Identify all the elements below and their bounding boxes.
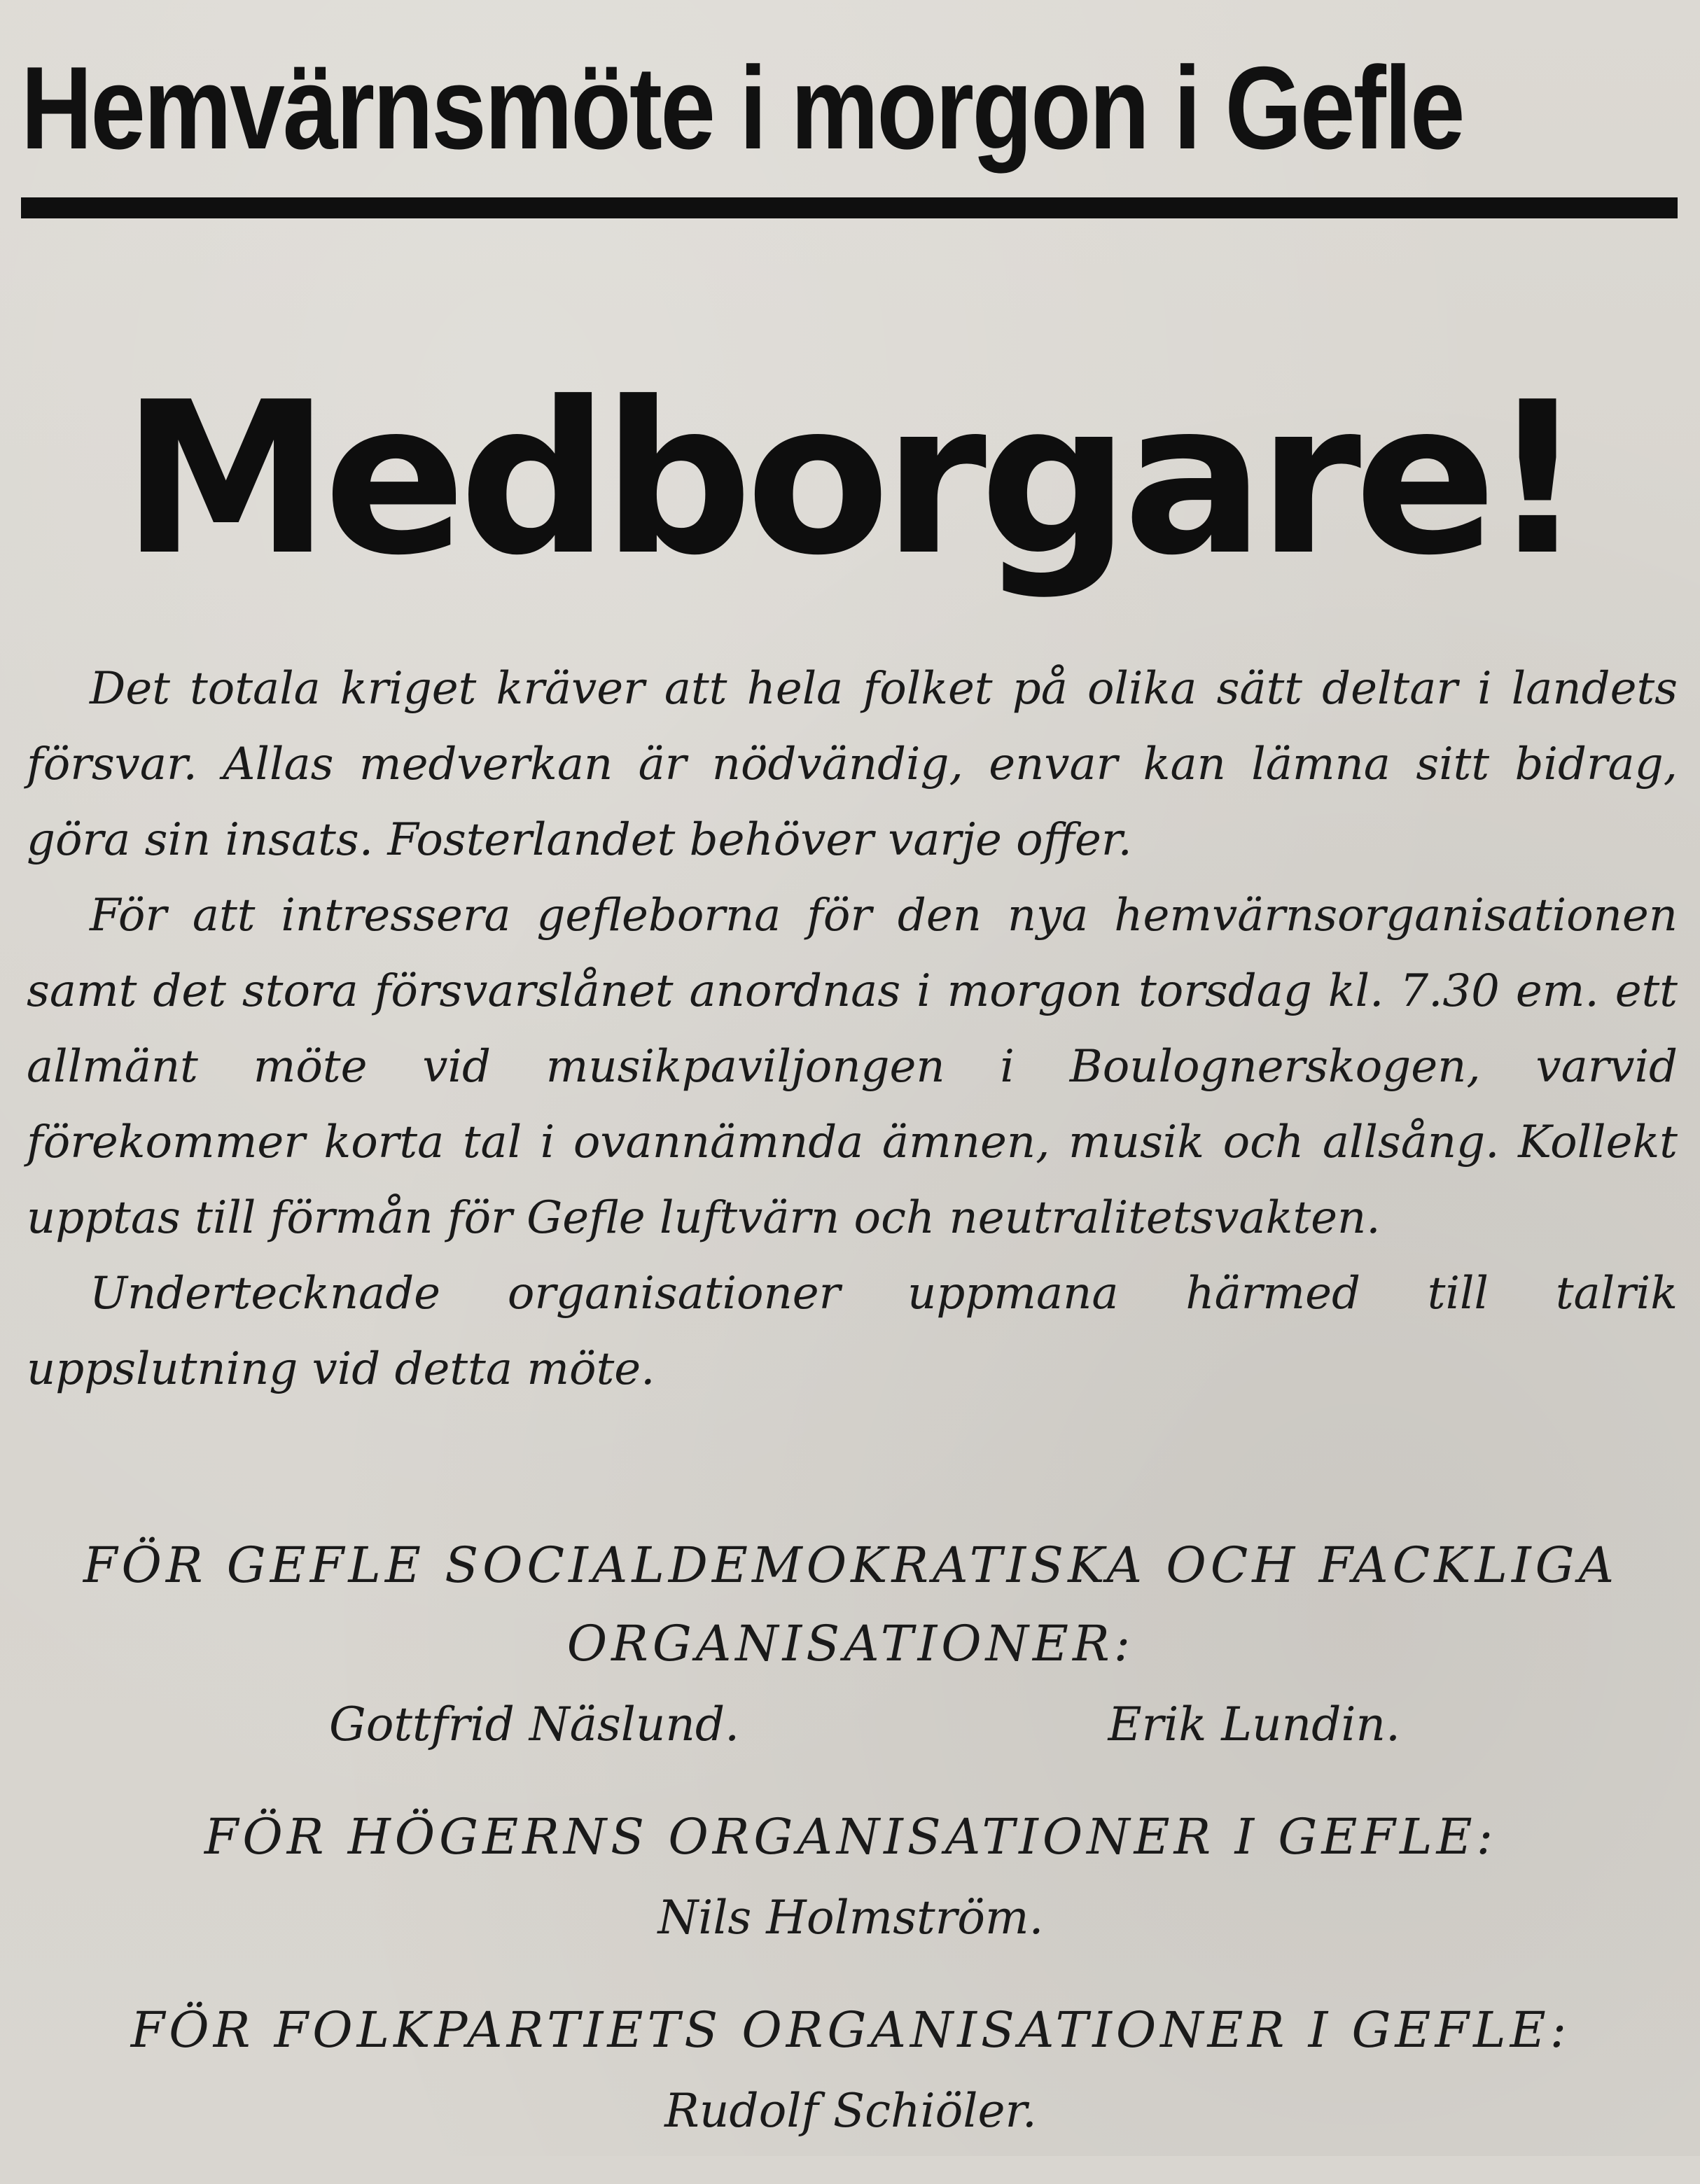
paragraph-1: Det totala kriget kräver att hela folket på olika sätt deltar i landets försvar. Allas medverkan är nödvändig, envar kan lämna sitt bidrag, göra sin insats. Fosterlandet behöver varje offer. (27, 663, 1678, 866)
signatory-names-row (21, 1683, 1680, 1767)
org-heading-social-democrats-line2: ORGANISATIONER: (566, 1615, 1135, 1672)
signatory-name: Nils Holmström. (657, 1891, 1044, 1945)
page-title: Medborgare! (121, 357, 1579, 601)
paragraph-2: För att intressera gefleborna för den nya hemvärnsorganisationen samt det stora försvarslånet anordnas i morgon torsdag kl. 7.30 em. ett allmänt möte vid musikpaviljongen i Boulognerskogen, varvid förekommer korta tal i ovannämnda ämnen, musik och allsång. Kollekt upptas till förmån för Gefle luftvärn och neutralitetsvakten. (27, 890, 1678, 1244)
signatory-name: Gottfrid Näslund. (329, 1698, 740, 1751)
headline: Hemvärnsmöte i morgon i Gefle (21, 42, 1463, 174)
org-heading-hogern: FÖR HÖGERNS ORGANISATIONER I GEFLE: (204, 1808, 1498, 1865)
signatory-name: Erik Lundin. (1108, 1698, 1400, 1751)
paragraph-3: Undertecknade organisationer uppmana härmed till talrik uppslutning vid detta möte. (27, 1268, 1678, 1395)
headline-rule (21, 197, 1678, 218)
signatures (21, 1526, 1680, 2184)
signatory-name: Rudolf Schiöler. (664, 2084, 1037, 2138)
org-heading-social-democrats-line1: FÖR GEFLE SOCIALDEMOKRATISKA OCH FACKLIGA (83, 1536, 1619, 1594)
article-body (27, 651, 1678, 1407)
org-heading-folkpartiet: FÖR FOLKPARTIETS ORGANISATIONER I GEFLE: (130, 2001, 1571, 2059)
